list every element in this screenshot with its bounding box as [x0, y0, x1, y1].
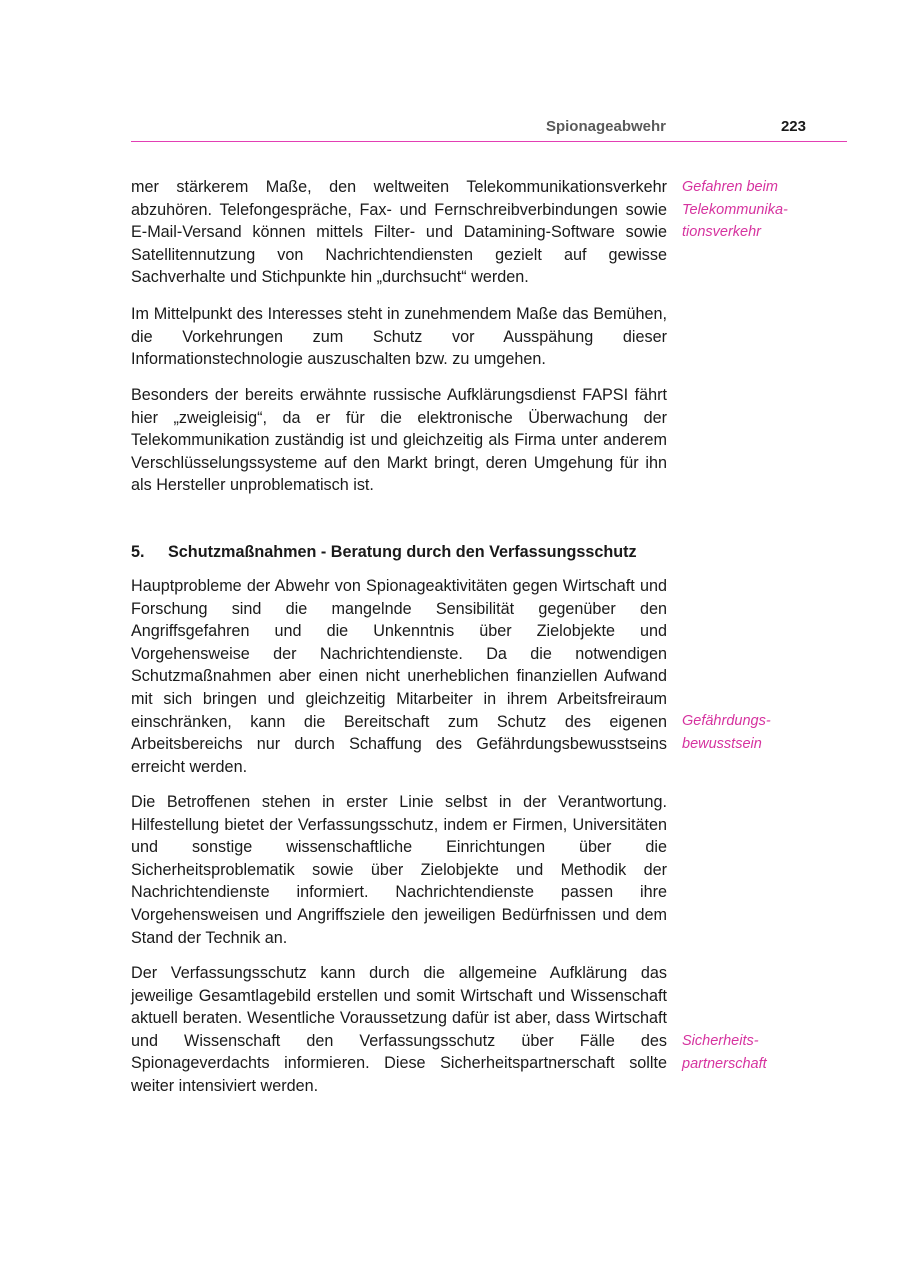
- header-rule-divider: [131, 141, 847, 142]
- margin-note: Gefahren beim Telekommunika-tionsverkehr: [682, 179, 788, 241]
- body-paragraph: Die Betroffenen stehen in erster Linie selbst in der Verantwortung. Hilfestellung bietet der Verfassungsschutz, indem er Firmen, Universitäten und sonstige wissenschaftliche Einrichtungen über die Sicherheitsproblematik sowie über Zielobjekte und Methodik der Nachrichtendienste informiert. Nachrichtendienste passen ihre Vorgehensweisen und Angriffsziele den jeweiligen Bedürfnissen und dem Stand der Technik an.: [131, 793, 667, 947]
- running-header-title: Spionageabwehr: [545, 118, 666, 135]
- section-heading: [131, 541, 691, 564]
- body-paragraph: mer stärkerem Maße, den weltweiten Telekommunikationsverkehr abzuhören. Telefongespräche, Fax- und Fernschreibverbindungen sowie E-Mail-Versand können mittels Filter- und Datamining-Software sowie Satellitennutzung von Nachrichtendiensten gezielt auf gewisse Sachverhalte und Stichpunkte hin „durchsucht“ werden.: [131, 178, 667, 287]
- margin-note: Sicherheits-partnerschaft: [682, 1033, 767, 1072]
- page-number: 223: [780, 118, 806, 135]
- section-number: 5.: [131, 543, 145, 561]
- margin-note: Gefährdungs-bewusstsein: [682, 713, 771, 752]
- body-paragraph: Besonders der bereits erwähnte russische Aufklärungsdienst FAPSI fährt hier „zweigleisig“, da er für die elektronische Überwachung der Telekommunikation zuständig ist und gleichzeitig als Firma unter anderem Verschlüsselungssysteme auf den Markt bringt, deren Umgehung für ihn als Hersteller unproblematisch ist.: [131, 386, 667, 495]
- section-title: Schutzmaßnahmen - Beratung durch den Verfassungsschutz: [168, 543, 637, 561]
- body-paragraph: Hauptprobleme der Abwehr von Spionageaktivitäten gegen Wirtschaft und Forschung sind die mangelnde Sensibilität gegenüber den Angriffsgefahren und die Unkenntnis über Zielobjekte und Vorgehensweise der Nachrichtendienste. Da die notwendigen Schutzmaßnahmen aber einen nicht unerheblichen finanziellen Aufwand mit sich bringen und gleichzeitig Mitarbeiter in ihrem Arbeitsfreiraum einschränken, kann die Bereitschaft zum Schutz des eigenen Arbeitsbereichs nur durch Schaffung des Gefährdungsbewusstseins erreicht werden.: [131, 577, 667, 776]
- body-paragraph: Der Verfassungsschutz kann durch die allgemeine Aufklärung das jeweilige Gesamtlagebild erstellen und somit Wirtschaft und Wissenschaft aktuell beraten. Wesentliche Voraussetzung dafür ist aber, dass Wirtschaft und Wissenschaft den Verfassungsschutz über Fälle des Spionageverdachts informieren. Diese Sicherheitspartnerschaft sollte weiter intensiviert werden.: [131, 964, 667, 1095]
- body-paragraph: Im Mittelpunkt des Interesses steht in zunehmendem Maße das Bemühen, die Vorkehrungen zum Schutz vor Ausspähung dieser Informationstechnologie auszuschalten bzw. zu umgehen.: [131, 305, 667, 369]
